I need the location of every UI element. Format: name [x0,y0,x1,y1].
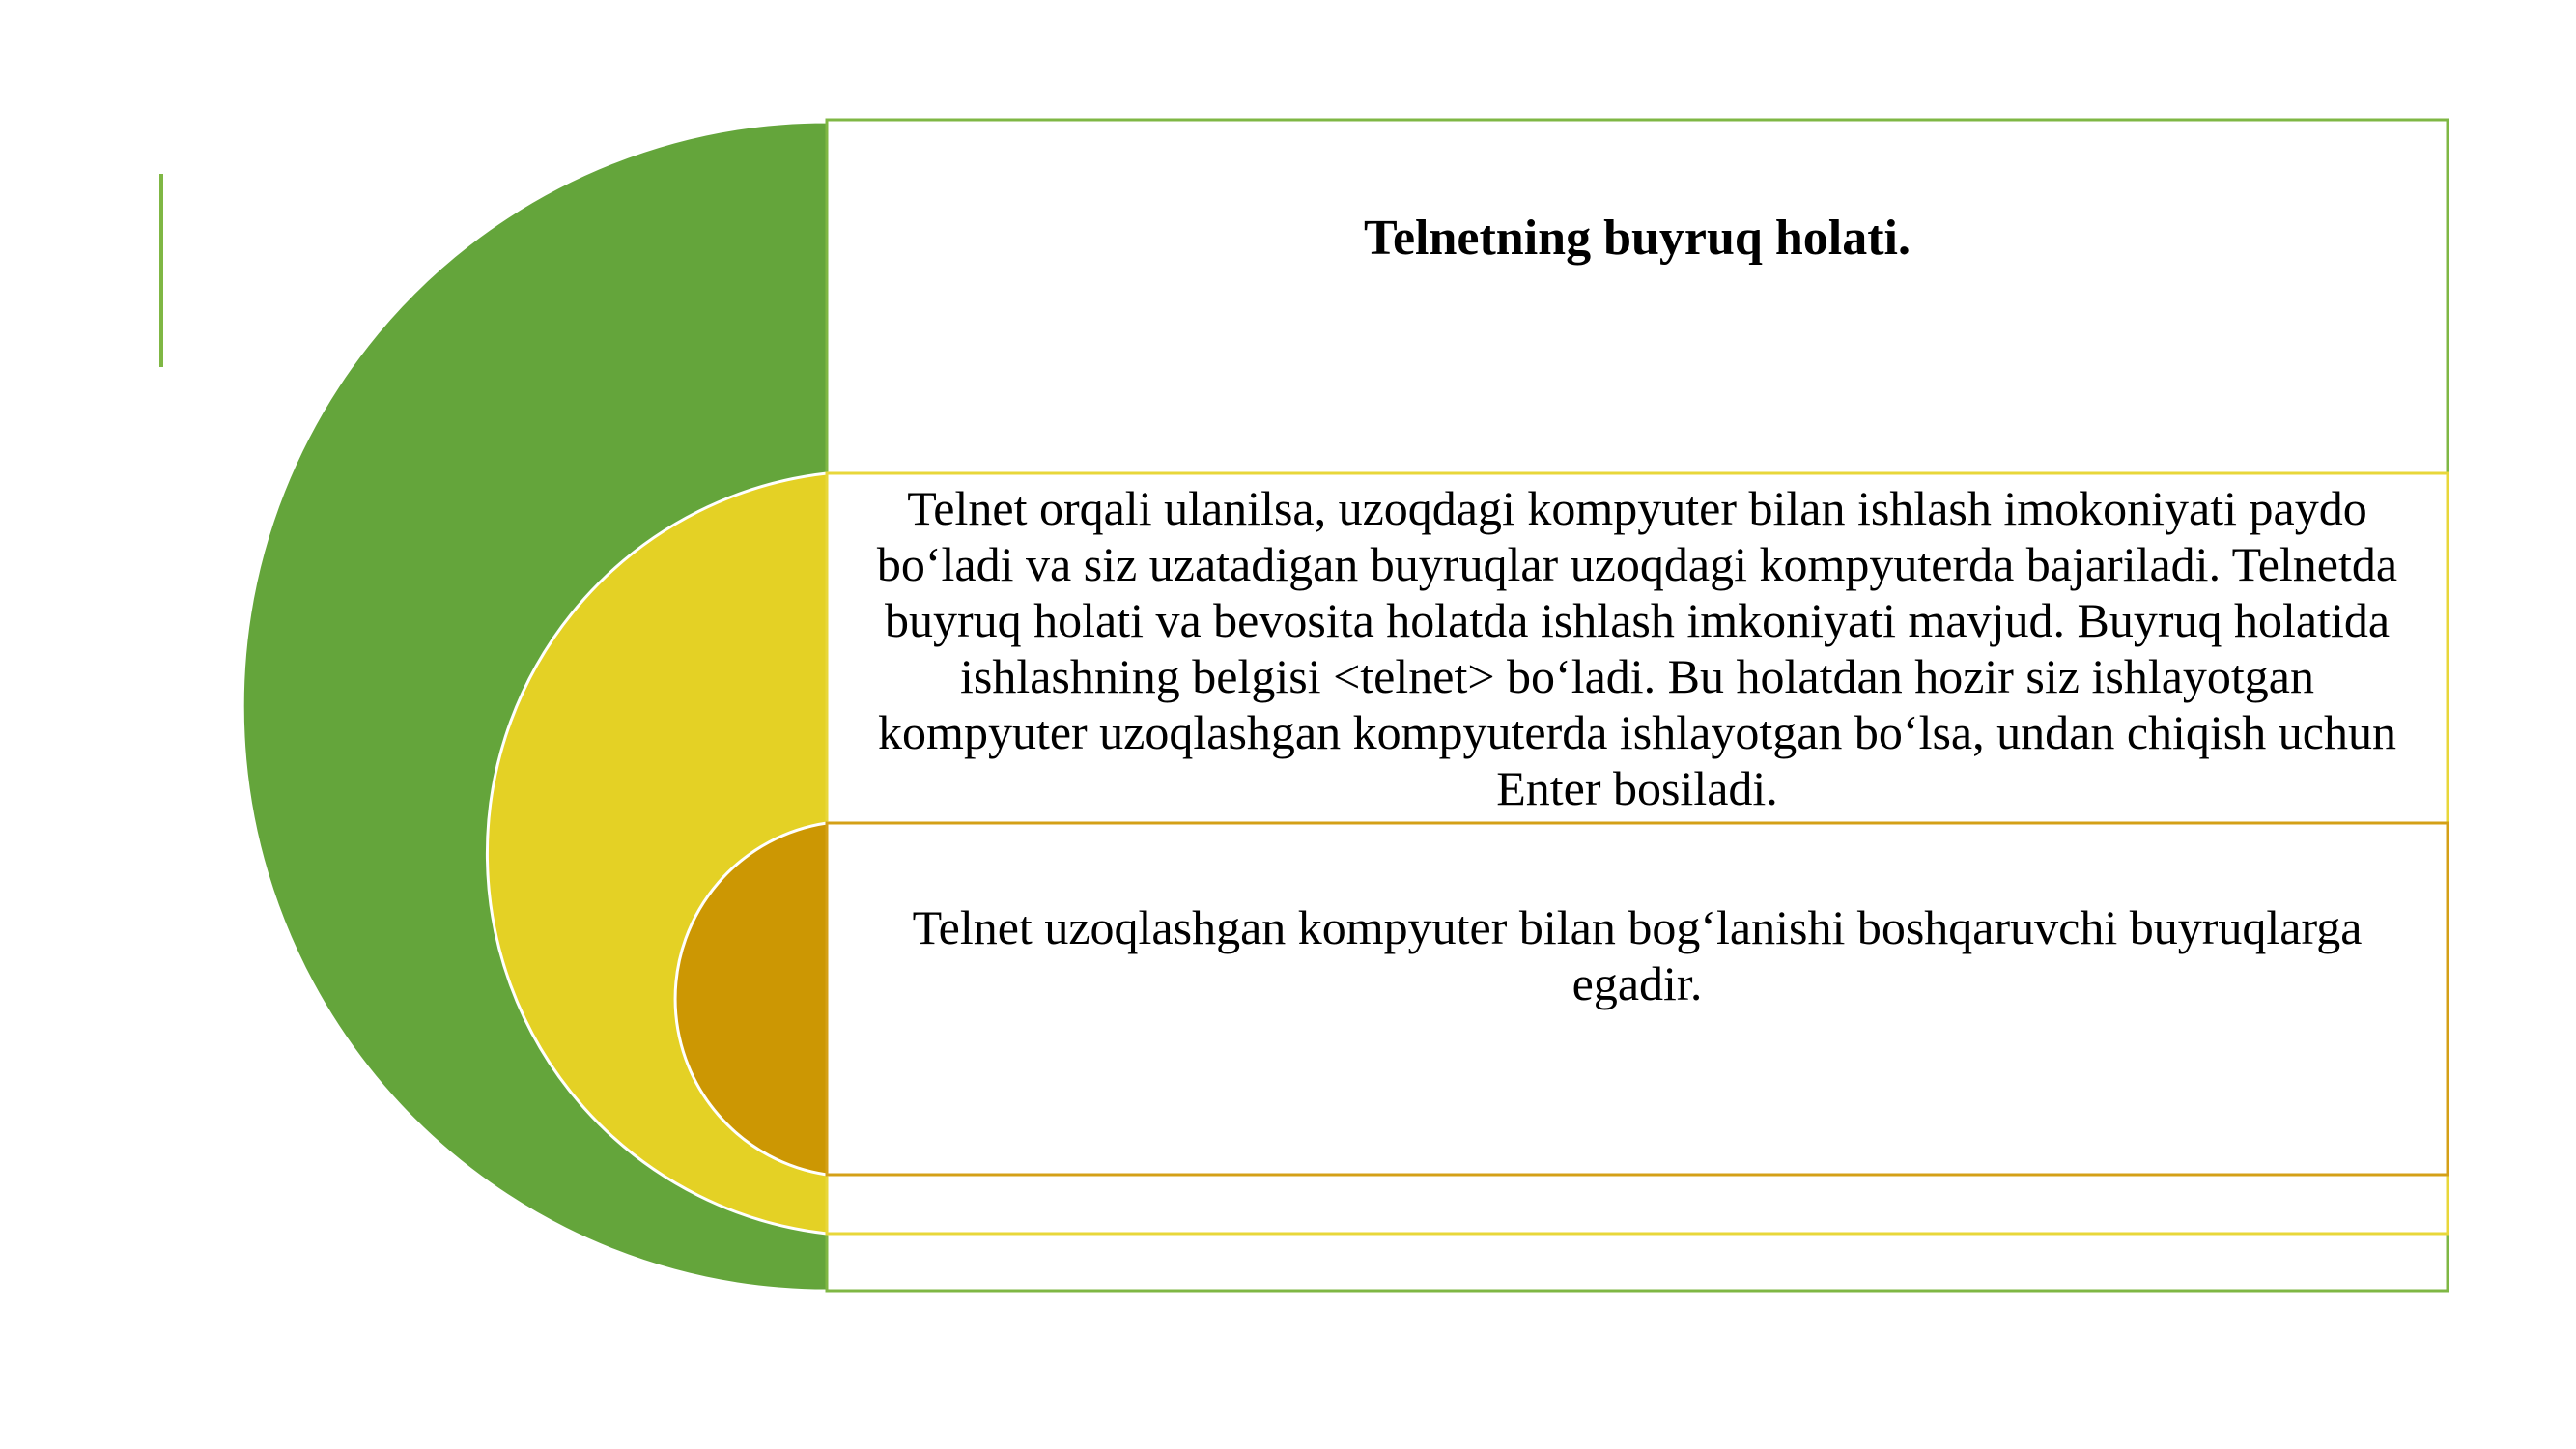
slide-title: Telnetning buyruq holati. [1364,211,1911,267]
description-text: Telnet orqali ulanilsa, uzoqdagi kompyuter bilan ishlash imokoniyati paydo bo‘ladi va siz uzatadigan buyruqlar uzoqdagi kompyuterda bajariladi. Telnetda buyruq holati va bevosita holatda ishlash imkoniyati mavjud. Buyruq holatida ishlashning belgisi <telnet> bo‘ladi. Bu holatdan hozir siz ishlayotgan kompyuter uzoqlashgan kompyuterda ishlayotgan bo‘lsa, undan chiqish uchun Enter bosiladi. [876,481,2398,815]
description-box [831,475,2444,821]
commands-box [831,823,2444,1175]
title-box [827,120,2448,473]
commands-text: Telnet uzoqlashgan kompyuter bilan bog‘lanishi boshqaruvchi buyruqlarga egadir. [912,900,2363,1010]
